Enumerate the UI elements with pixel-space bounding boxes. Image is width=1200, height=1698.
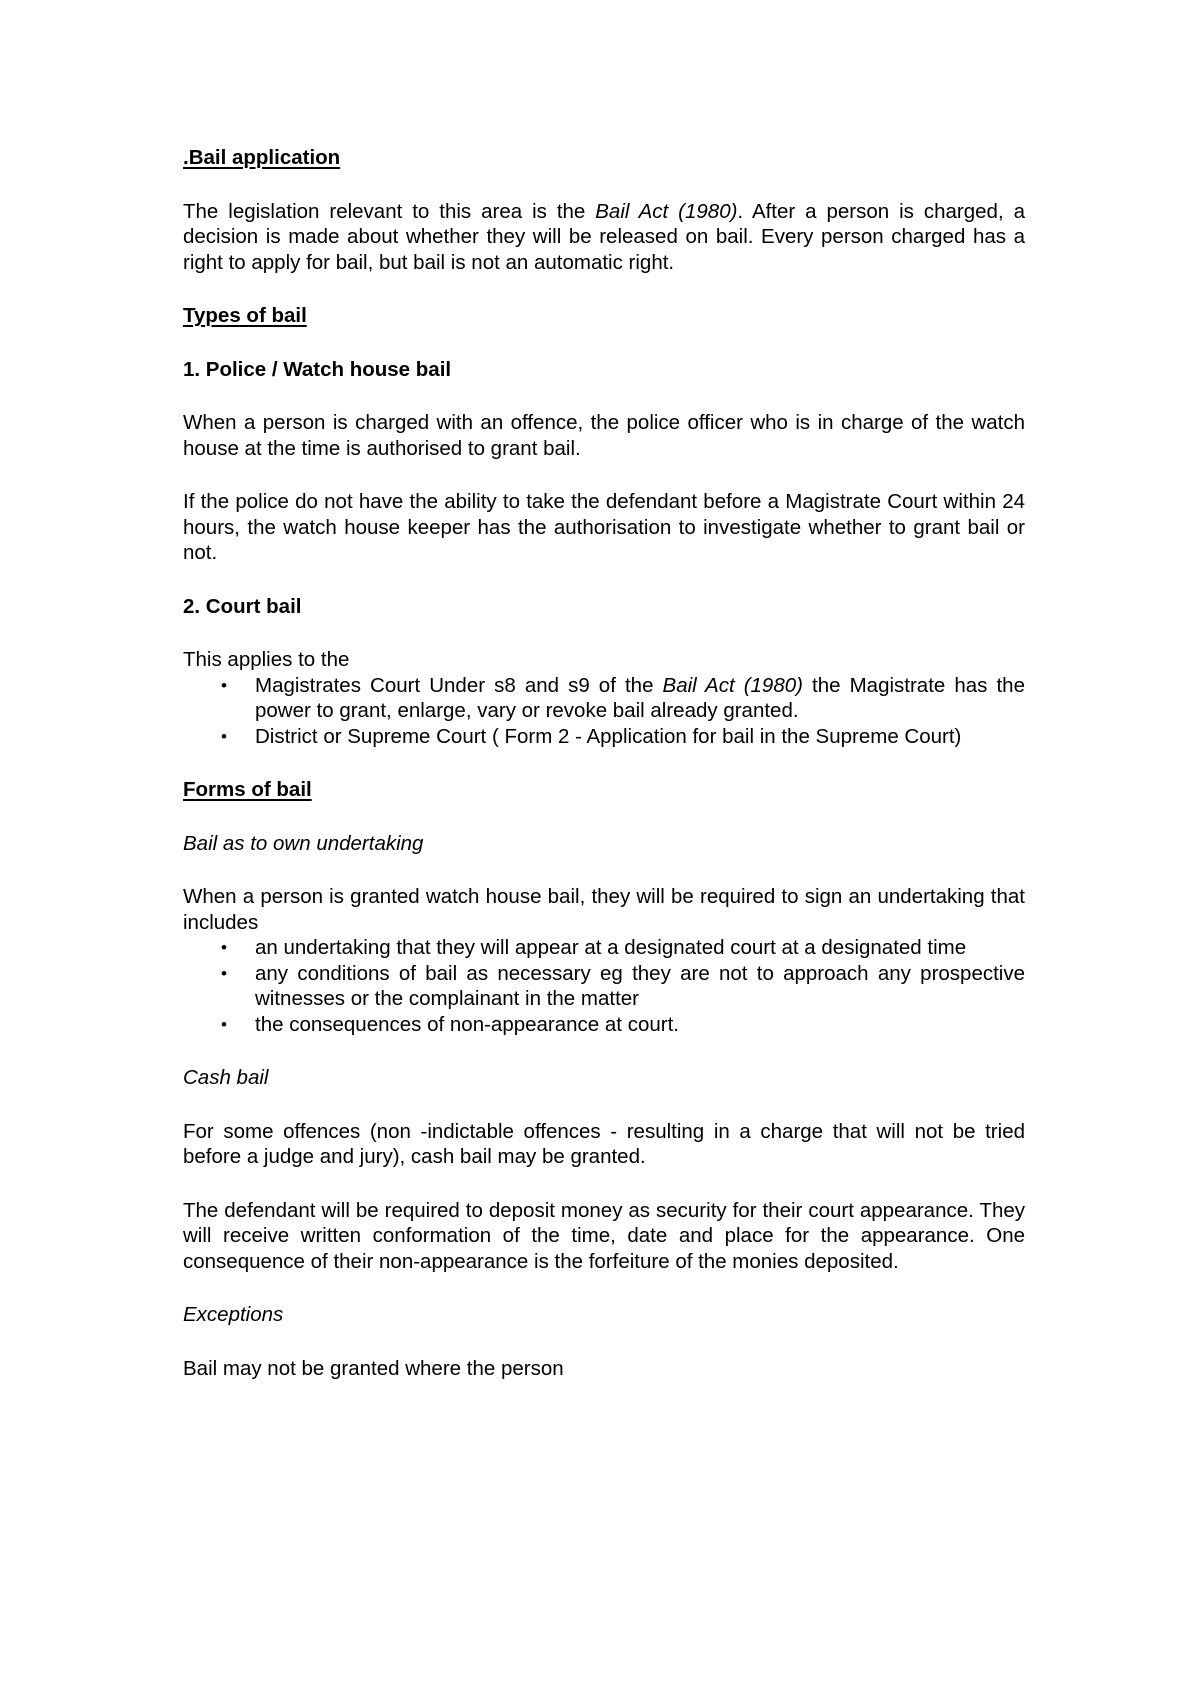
forms-of-bail-heading: Forms of bail xyxy=(183,778,312,801)
cash-bail-heading: Cash bail xyxy=(183,1066,269,1089)
intro-paragraph xyxy=(183,199,1025,276)
court-bail-heading: 2. Court bail xyxy=(183,594,302,618)
exceptions-heading: Exceptions xyxy=(183,1303,284,1326)
police-bail-paragraph-1: When a person is charged with an offence, the police officer who is in charge of the watch house at the time is authorised to grant bail. xyxy=(183,411,1025,460)
list-item xyxy=(183,673,1025,724)
intro-text-part2: . After a person is charged, a decision is made about whether they will be released on bail. Every person charged has a right to apply for bail, but bail is not an automatic right. xyxy=(183,199,1025,274)
bullet-icon: • xyxy=(221,726,227,746)
own-undertaking-paragraph: When a person is granted watch house bail, they will be required to sign an undertaking that includes xyxy=(183,885,1025,934)
bullet-icon: • xyxy=(221,963,227,983)
bail-act-reference: Bail Act (1980) xyxy=(595,199,738,223)
cash-bail-paragraph-1: For some offences (non -indictable offences - resulting in a charge that will not be tried before a judge and jury), cash bail may be granted. xyxy=(183,1119,1025,1168)
bullet-icon: • xyxy=(221,1014,227,1034)
bullet-icon: • xyxy=(221,938,227,957)
own-undertaking-heading: Bail as to own undertaking xyxy=(183,831,424,855)
undertaking-bullet-2: any conditions of bail as necessary eg they are not to approach any prospective witnesses or the complainant in the matter xyxy=(255,961,1025,1010)
court-bullet-1-part2: the Magistrate has the power to grant, enlarge, vary or revoke bail already granted. xyxy=(255,673,1025,722)
court-bail-intro: This applies to the xyxy=(183,648,350,671)
document-title: .Bail application xyxy=(183,146,341,169)
cash-bail-paragraph-2: The defendant will be required to deposit money as security for their court appearance. They will receive written conformation of the time, date and place for the appearance. One consequence of their non-appearance is the forfeiture of the monies deposited. xyxy=(183,1198,1025,1273)
list-item xyxy=(183,935,1025,961)
exceptions-paragraph: Bail may not be granted where the person xyxy=(183,1356,564,1380)
bail-act-reference: Bail Act (1980) xyxy=(662,673,803,697)
list-item xyxy=(183,961,1025,1012)
court-bullet-1-part1: Magistrates Court Under s8 and s9 of the xyxy=(255,673,663,697)
undertaking-bullet-3: the consequences of non-appearance at court. xyxy=(255,1012,679,1036)
types-of-bail-heading: Types of bail xyxy=(183,304,307,327)
police-bail-paragraph-2: If the police do not have the ability to take the defendant before a Magistrate Court within 24 hours, the watch house keeper has the authorisation to investigate whether to grant bail or not. xyxy=(183,490,1025,564)
document-page xyxy=(183,145,1025,1381)
court-bullet-2: District or Supreme Court ( Form 2 - Application for bail in the Supreme Court) xyxy=(255,724,962,748)
undertaking-bullet-1: an undertaking that they will appear at a designated court at a designated time xyxy=(255,936,967,959)
list-item xyxy=(183,724,1025,750)
undertaking-list xyxy=(183,935,1025,1037)
police-bail-heading: 1. Police / Watch house bail xyxy=(183,357,452,381)
bullet-icon: • xyxy=(221,675,227,695)
court-bail-list xyxy=(183,673,1025,750)
list-item xyxy=(183,1012,1025,1038)
intro-text-part1: The legislation relevant to this area is the xyxy=(183,199,596,223)
